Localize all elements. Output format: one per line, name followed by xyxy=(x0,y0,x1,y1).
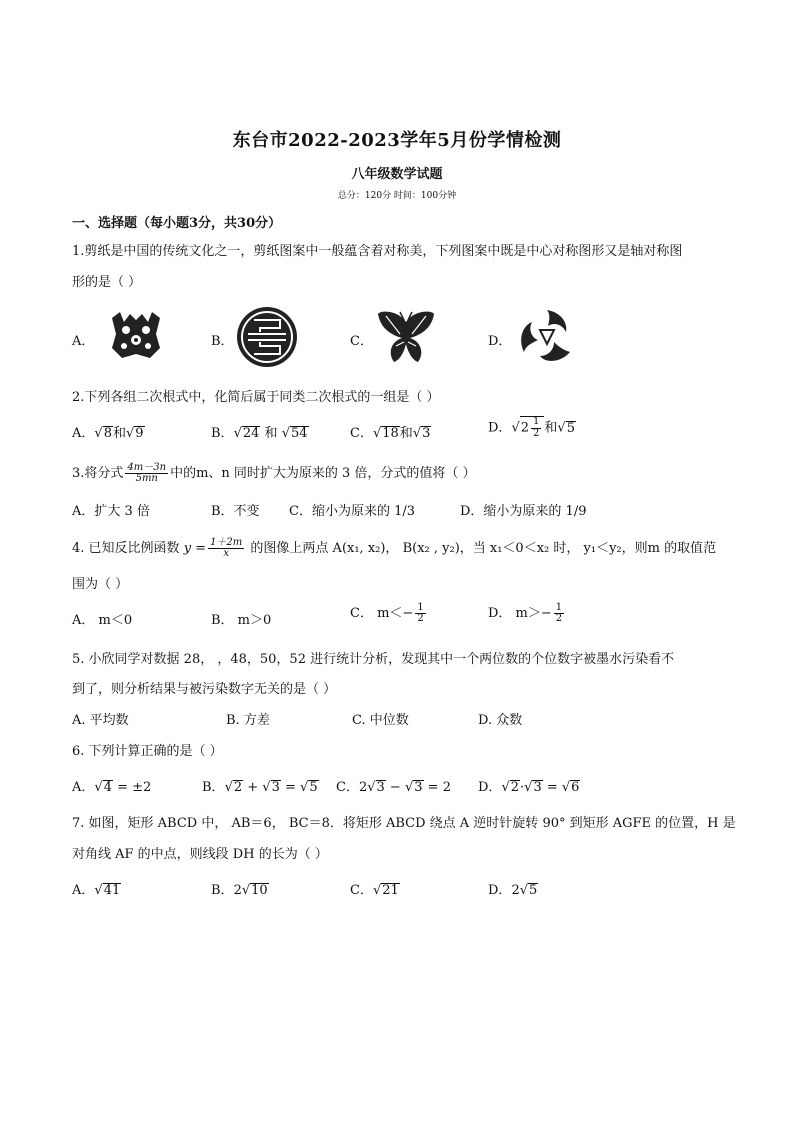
q5-option-a: A. 平均数 xyxy=(72,713,129,728)
q3-fraction-denominator: 5mn xyxy=(135,473,158,484)
q1-option-d-label: D． xyxy=(488,334,512,349)
q3-fraction xyxy=(125,463,168,485)
q7-option-c: C．√21 xyxy=(350,883,399,898)
q6-option-b: B．√2 + √3 = √5 xyxy=(202,780,318,795)
paper-cut-lion-icon xyxy=(108,308,164,364)
q6-option-d: D．√2·√3 = √6 xyxy=(478,780,580,795)
q2-stem: 2.下列各组二次根式中，化简后属于同类二次根式的一组是（ ） xyxy=(72,390,440,405)
q5-option-b: B. 方差 xyxy=(226,713,270,728)
q4-fraction xyxy=(208,538,244,560)
q7-option-c-label: C． xyxy=(350,883,373,898)
q4-c-denominator: 2 xyxy=(417,613,424,624)
page-title: 东台市2022-2023学年5月份学情检测 xyxy=(232,130,562,151)
q5-stem-line2: 到了，则分析结果与被污染数字无关的是（ ） xyxy=(72,682,337,697)
q2-option-c-label: C． xyxy=(350,426,373,441)
q4-c-numerator: 1 xyxy=(417,601,424,613)
q6-option-b-label: B． xyxy=(202,780,225,795)
q1-stem-line2: 形的是（ ） xyxy=(72,275,142,290)
q2-option-d-label: D． xyxy=(488,420,512,436)
q4-c-fraction xyxy=(415,603,425,625)
q6-option-c: C．2√3 − √3 = 2 xyxy=(336,780,451,795)
exam-meta: 总分：120分 时间：100分钟 xyxy=(337,191,457,201)
q6-option-d-label: D． xyxy=(478,780,502,795)
q4-option-d xyxy=(488,602,566,625)
q1-option-b-label: B． xyxy=(211,334,234,349)
q6-option-a: A．√4 = ±2 xyxy=(72,780,152,795)
q3-stem xyxy=(72,462,476,485)
q4-option-b: B． m＞0 xyxy=(211,613,272,628)
q2-d-and: 和 xyxy=(544,420,558,436)
q3-option-d: D．缩小为原来的 1/9 xyxy=(460,504,587,519)
q5-stem-line1: 5. 小欣同学对数据 28， ，48，50，52 进行统计分析，发现其中一个两位数的个位数字被墨水污染看不 xyxy=(72,652,675,667)
q3-option-c: C．缩小为原来的 1/3 xyxy=(289,504,416,519)
q6-option-a-label: A． xyxy=(72,780,95,795)
paper-cut-triskelion-icon xyxy=(516,306,578,368)
section-heading: 一、选择题（每小题3分，共30分） xyxy=(72,216,282,231)
page-subtitle: 八年级数学试题 xyxy=(351,167,443,182)
q2-option-c: C．√18和√3 xyxy=(350,426,431,441)
q2-a-and: 和 xyxy=(112,426,126,441)
paper-cut-butterfly-icon xyxy=(374,308,438,368)
q1-stem-line1: 1.剪纸是中国的传统文化之一，剪纸图案中一般蕴含着对称美，下列图案中既是中心对称图形又是轴对称图 xyxy=(72,244,683,259)
q4-d-denominator: 2 xyxy=(555,613,563,624)
q7-stem-line2: 对角线 AF 的中点，则线段 DH 的长为（ ） xyxy=(72,847,328,862)
q4-option-c xyxy=(350,602,428,625)
paper-cut-circle-fret-icon xyxy=(236,306,298,368)
q4-stem-post: 的图像上两点 A(x₁, x₂)， B(x₂ , y₂)，当 x₁＜0＜x₂ 时， y₁＜y₂，则m 的取值范 xyxy=(250,541,717,556)
q4-option-a: A． m＜0 xyxy=(72,613,133,628)
q2-option-a: A．√8和√9 xyxy=(72,426,144,441)
q7-option-a: A．√41 xyxy=(72,883,121,898)
q1-option-c-label: C． xyxy=(350,334,373,349)
q1-option-a-label: A． xyxy=(72,334,95,349)
q2-option-b: B．√24 和 √54 xyxy=(211,426,308,441)
q4-option-c-label: C． m＜− xyxy=(350,606,414,621)
q2-option-b-label: B． xyxy=(211,426,234,441)
q4-option-d-label: D． m＞− xyxy=(488,606,552,621)
q7-option-d: D．2√5 xyxy=(488,883,538,898)
q7-option-a-label: A． xyxy=(72,883,95,898)
q2-option-d: D．√2 $\frac{1}{2}$ 和√5 xyxy=(488,416,575,439)
q4-fraction-denominator: x xyxy=(223,548,229,559)
q6-stem: 6. 下列计算正确的是（ ） xyxy=(72,744,223,759)
q4-d-fraction xyxy=(554,603,564,625)
q2-option-a-label: A． xyxy=(72,426,95,441)
q3-option-a: A．扩大 3 倍 xyxy=(72,504,150,519)
q5-option-c: C. 中位数 xyxy=(352,713,409,728)
q7-option-b: B．2√10 xyxy=(211,883,268,898)
q2-c-and: 和 xyxy=(399,426,413,441)
q4-stem-line1 xyxy=(72,537,716,560)
q2-b-and: 和 xyxy=(264,426,278,441)
q3-fraction-numerator: 4m－3n xyxy=(127,461,167,473)
q5-option-d: D. 众数 xyxy=(478,713,523,728)
q3-stem-post: 中的m、n 同时扩大为原来的 3 倍，分式的值将（ ） xyxy=(170,466,476,481)
q4-stem-pre: 4. 已知反比例函数 xyxy=(72,541,180,556)
q4-stem-line2: 围为（ ） xyxy=(72,577,129,592)
q7-option-b-label: B． xyxy=(211,883,234,898)
q4-d-numerator: 1 xyxy=(555,601,563,613)
q3-stem-pre: 3.将分式 xyxy=(72,466,124,481)
q7-option-d-label: D． xyxy=(488,883,512,898)
q4-fraction-numerator: 1＋2m xyxy=(210,536,243,548)
q7-stem-line1: 7. 如图，矩形 ABCD 中， AB＝6， BC＝8．将矩形 ABCD 绕点 A 逆时针旋转 90° 到矩形 AGFE 的位置，H 是 xyxy=(72,816,736,831)
q6-option-c-label: C． xyxy=(336,780,359,795)
q4-function-lhs: y = xyxy=(183,541,207,556)
q3-option-b: B．不变 xyxy=(211,504,260,519)
